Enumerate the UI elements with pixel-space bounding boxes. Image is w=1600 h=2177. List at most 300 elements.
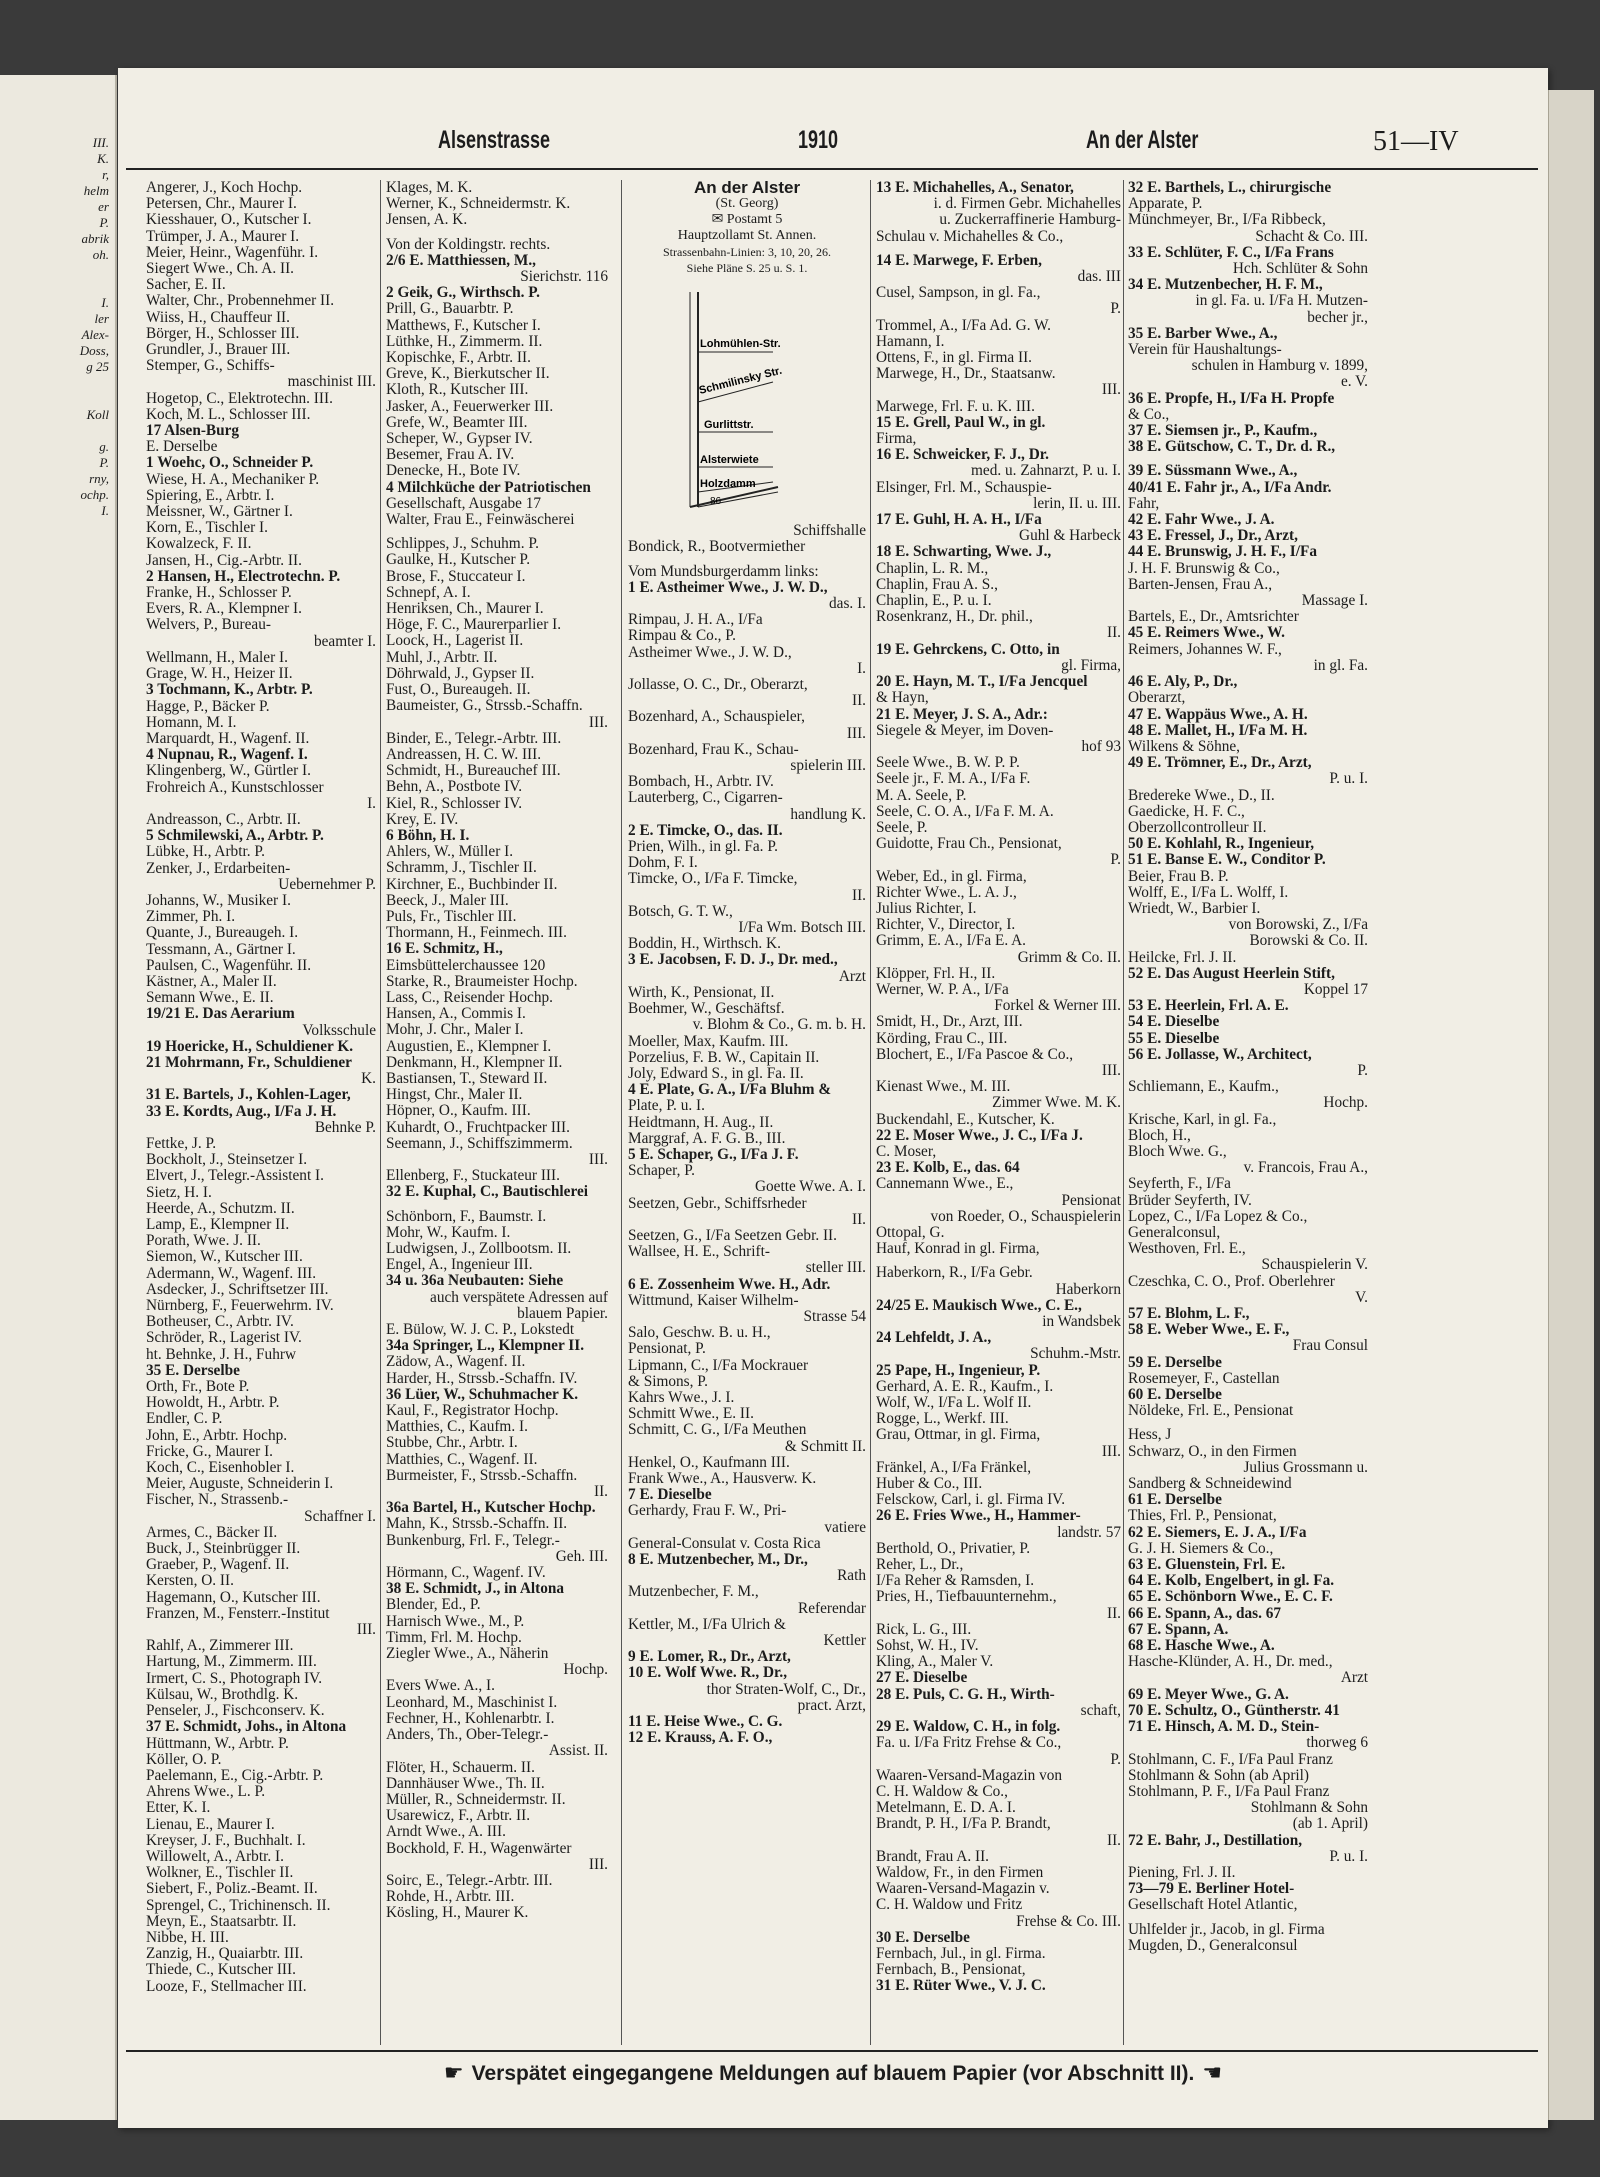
- directory-entry: in gl. Fa. u. I/Fa H. Mutzen-: [1195, 293, 1368, 310]
- directory-entry: Behnke P.: [314, 1119, 376, 1136]
- directory-entry: Chaplin, Frau A. S.,: [876, 576, 998, 593]
- directory-entry: Rath: [837, 1568, 866, 1585]
- directory-entry: Sprengel, C., Trichinensch. II.: [146, 1897, 331, 1914]
- directory-entry: steller III.: [805, 1260, 866, 1277]
- directory-entry: Rahlf, A., Zimmerer III.: [146, 1638, 294, 1655]
- directory-entry: Jollasse, O. C., Dr., Oberarzt,: [628, 677, 808, 694]
- directory-entry: Uebernehmer P.: [278, 876, 376, 893]
- directory-entry: Zenker, J., Erdarbeiten-: [146, 860, 291, 877]
- directory-entry: Bozenhard, A., Schauspieler,: [628, 709, 805, 726]
- directory-entry: 33 E. Schlüter, F. C., I/Fa Frans: [1128, 244, 1334, 261]
- directory-entry: 1 E. Astheimer Wwe., J. W. D.,: [628, 579, 828, 596]
- pointing-hand-icon: ☚: [1202, 2060, 1223, 2085]
- directory-entry: III.: [1101, 1062, 1121, 1079]
- directory-entry: 36 E. Propfe, H., I/Fa H. Propfe: [1128, 390, 1335, 407]
- directory-entry: 11 E. Heise Wwe., C. G.: [628, 1714, 783, 1731]
- directory-entry: Fechner, H., Kohlenarbtr. I.: [386, 1710, 555, 1727]
- directory-entry: Vom Mundsburgerdamm links:: [628, 563, 819, 580]
- directory-entry: Andreasson, C., Arbtr. II.: [146, 811, 301, 828]
- directory-entry: Mutzenbecher, F. M.,: [628, 1584, 759, 1601]
- directory-entry: Harder, H., Strssb.-Schaffn. IV.: [386, 1370, 578, 1387]
- directory-entry: Thormann, H., Feinmech. III.: [386, 925, 567, 942]
- directory-entry: Grimm, E. A., I/Fa E. A.: [876, 933, 1026, 950]
- directory-entry: Nibbe, H. III.: [146, 1929, 229, 1946]
- directory-entry: Anders, Th., Ober-Telegr.-: [386, 1727, 549, 1744]
- directory-entry: [1128, 1914, 1368, 1922]
- directory-entry: 20 E. Hayn, M. T., I/Fa Jencquel: [876, 674, 1088, 691]
- directory-entry: das. III: [1077, 269, 1121, 286]
- directory-entry: Mohr, J. Chr., Maler I.: [386, 1022, 524, 1039]
- directory-entry: Geh. III.: [555, 1548, 608, 1565]
- directory-entry: Beier, Frau B. P.: [1128, 868, 1229, 885]
- directory-entry: Höpner, O., Kaufm. III.: [386, 1103, 531, 1120]
- directory-entry: Cannemann Wwe., E.,: [876, 1176, 1014, 1193]
- directory-entry: Matthies, C., Kaufm. I.: [386, 1419, 528, 1436]
- directory-entry: 26 E. Fries Wwe., H., Hammer-: [876, 1508, 1081, 1525]
- directory-entry: Fahr,: [1128, 495, 1160, 512]
- directory-entry: Schröder, R., Lagerist IV.: [146, 1330, 302, 1347]
- directory-entry: 18 E. Schwarting, Wwe. J.,: [876, 544, 1052, 561]
- directory-entry: 3 E. Jacobsen, F. D. J., Dr. med.,: [628, 952, 838, 969]
- directory-entry: u. Zuckerraffinerie Hamburg-: [939, 212, 1121, 229]
- directory-entry: Grimm & Co. II.: [1017, 949, 1121, 966]
- directory-entry: Timm, Frl. M. Hochp.: [386, 1629, 522, 1646]
- directory-entry: Richter Wwe., L. A. J.,: [876, 884, 1017, 901]
- directory-entry: Uhlfelder jr., Jacob, in gl. Firma: [1128, 1921, 1325, 1938]
- column-divider: [621, 180, 622, 2045]
- street-info-line: (St. Georg): [715, 196, 779, 212]
- directory-entry: landstr. 57: [1057, 1524, 1121, 1541]
- adjacent-page-fragment: I.: [101, 503, 109, 518]
- directory-entry: 9 E. Lomer, R., Dr., Arzt,: [628, 1649, 791, 1666]
- directory-entry: I.: [367, 795, 376, 812]
- directory-entry: Meier, Auguste, Schneiderin I.: [146, 1476, 334, 1493]
- directory-entry: Binder, E., Telegr.-Arbtr. III.: [386, 730, 562, 747]
- directory-entry: Starke, R., Braumeister Hochp.: [386, 973, 578, 990]
- directory-entry: Thiede, C., Kutscher III.: [146, 1962, 296, 1979]
- directory-entry: 28 E. Puls, C. G. H., Wirth-: [876, 1686, 1055, 1703]
- directory-entry: [876, 245, 1121, 253]
- directory-entry: Zimmer Wwe. M. K.: [992, 1095, 1121, 1112]
- directory-entry: Johanns, W., Musiker I.: [146, 892, 291, 909]
- directory-entry: Schmitt, C. G., I/Fa Meuthen: [628, 1422, 807, 1439]
- directory-entry: Ludwigsen, J., Zollbootsm. II.: [386, 1241, 572, 1257]
- adjacent-page-fragment: ler: [94, 311, 109, 326]
- directory-entry: 36 Lüer, W., Schuhmacher K.: [386, 1386, 579, 1403]
- directory-entry: Walter, Frau E., Feinwäscherei: [386, 512, 575, 529]
- directory-entry: Trommel, A., I/Fa Ad. G. W.: [876, 317, 1051, 334]
- directory-entry: 25 Pape, H., Ingenieur, P.: [876, 1362, 1041, 1379]
- directory-entry: Fernbach, B., Pensionat,: [876, 1962, 1026, 1979]
- directory-entry: 2 Geik, G., Wirthsch. P.: [386, 285, 540, 302]
- directory-entry: 56 E. Jollasse, W., Architect,: [1128, 1046, 1312, 1063]
- directory-entry: Buck, J., Steinbrügger II.: [146, 1541, 301, 1558]
- directory-entry: Marggraf, A. F. G. B., III.: [628, 1130, 786, 1147]
- directory-entry: Moeller, Max, Kaufm. III.: [628, 1033, 789, 1050]
- directory-entry: Meyn, E., Staatsarbtr. II.: [146, 1913, 297, 1930]
- directory-entry: Schliemann, E., Kaufm.,: [1128, 1079, 1279, 1096]
- directory-entry: Henkel, O., Kaufmann III.: [628, 1454, 790, 1471]
- directory-entry: 19 E. Gehrckens, C. Otto, in: [876, 641, 1060, 658]
- column-2: [386, 180, 608, 2045]
- directory-entry: Bombach, H., Arbtr. IV.: [628, 774, 774, 791]
- directory-entry: Loock, H., Lagerist II.: [386, 633, 524, 650]
- directory-entry: Krey, E. IV.: [386, 811, 459, 828]
- directory-entry: Sierichstr. 116: [520, 269, 608, 286]
- directory-entry: Franzen, M., Fensterr.-Institut: [146, 1605, 330, 1622]
- directory-entry: 57 E. Blohm, L. F.,: [1128, 1306, 1250, 1323]
- directory-entry: 37 E. Siemsen jr., P., Kaufm.,: [1128, 423, 1318, 440]
- directory-entry: C. H. Waldow & Co.,: [876, 1783, 1008, 1800]
- adjacent-page-fragment: helm: [83, 183, 109, 198]
- directory-entry: Hch. Schlüter & Sohn: [1232, 261, 1368, 278]
- directory-entry: Schauspielerin V.: [1261, 1257, 1368, 1274]
- directory-entry: 63 E. Gluenstein, Frl. E.: [1128, 1557, 1286, 1574]
- directory-entry: Körding, Frau C., III.: [876, 1030, 1008, 1047]
- adjacent-page-fragment: Doss,: [79, 343, 109, 358]
- directory-entry: 54 E. Dieselbe: [1128, 1014, 1220, 1031]
- directory-entry: Oberzollcontrolleur II.: [1128, 819, 1267, 836]
- directory-entry: & Co.,: [1128, 406, 1170, 423]
- directory-entry: Stohlmann, C. F., I/Fa Paul Franz: [1128, 1751, 1333, 1768]
- directory-entry: blauem Papier.: [517, 1305, 608, 1322]
- directory-entry: Jensen, A. K.: [386, 212, 468, 229]
- directory-entry: 8 E. Mutzenbecher, M., Dr.,: [628, 1552, 808, 1568]
- directory-entry: Schuhm.-Mstr.: [1030, 1346, 1121, 1363]
- directory-entry: III.: [1101, 1443, 1121, 1460]
- directory-entry: Denkmann, H., Klempner II.: [386, 1054, 563, 1071]
- directory-entry: Adermann, W., Wagenf. III.: [146, 1265, 317, 1282]
- directory-entry: Puls, Fr., Tischler III.: [386, 908, 517, 925]
- directory-entry: 38 E. Gütschow, C. T., Dr. d. R.,: [1128, 439, 1336, 456]
- header-street-name: Alsenstrasse: [438, 126, 551, 154]
- directory-entry: Hagemann, O., Kutscher III.: [146, 1589, 321, 1606]
- directory-entry: Hochp.: [563, 1662, 608, 1679]
- directory-entry: 62 E. Siemers, E. J. A., I/Fa: [1128, 1524, 1307, 1541]
- directory-entry: Siegele & Meyer, im Doven-: [876, 722, 1054, 739]
- directory-entry: Wiese, H. A., Mechaniker P.: [146, 471, 320, 488]
- directory-entry: 50 E. Kohlahl, R., Ingenieur,: [1128, 836, 1315, 853]
- directory-entry: Fernbach, Jul., in gl. Firma.: [876, 1945, 1046, 1962]
- directory-entry: Salo, Geschw. B. u. H.,: [628, 1325, 771, 1342]
- directory-entry: Hess, J: [1128, 1427, 1172, 1444]
- directory-entry: 34 u. 36a Neubauten: Siehe: [386, 1273, 564, 1290]
- directory-entry: 51 E. Banse E. W., Conditor P.: [1128, 852, 1326, 869]
- page-edge-shadow: [1548, 90, 1594, 2120]
- directory-entry: Bloch, H.,: [1128, 1127, 1191, 1144]
- directory-entry: P. u. I.: [1329, 771, 1368, 788]
- directory-entry: Nürnberg, F., Feuerwehrm. IV.: [146, 1298, 334, 1315]
- directory-entry: 72 E. Bahr, J., Destillation,: [1128, 1832, 1303, 1849]
- directory-entry: Seetzen, Gebr., Schiffsrheder: [628, 1195, 807, 1212]
- directory-entry: & Schmitt II.: [784, 1438, 866, 1455]
- directory-entry: Frau Consul: [1292, 1338, 1368, 1355]
- directory-entry: J. H. F. Brunswig & Co.,: [1128, 560, 1280, 577]
- directory-entry: Behn, A., Postbote IV.: [386, 779, 523, 796]
- directory-entry: Strasse 54: [803, 1308, 866, 1325]
- directory-entry: Barten-Jensen, Frau A.,: [1128, 576, 1273, 593]
- directory-entry: Korn, E., Tischler I.: [146, 520, 268, 537]
- directory-entry: Jansen, H., Cig.-Arbtr. II.: [146, 552, 302, 569]
- directory-entry: Kahrs Wwe., J. I.: [628, 1389, 735, 1406]
- adjacent-page-fragment: er: [98, 199, 109, 214]
- directory-entry: C. Moser,: [876, 1143, 937, 1160]
- directory-entry: Botsch, G. T. W.,: [628, 903, 733, 920]
- directory-entry: 48 E. Mallet, H., I/Fa M. H.: [1128, 722, 1308, 739]
- directory-entry: Referendar: [798, 1600, 866, 1617]
- directory-entry: Kirchner, E., Buchbinder II.: [386, 876, 558, 893]
- directory-entry: Marquardt, H., Wagenf. II.: [146, 730, 310, 747]
- directory-entry: 22 E. Moser Wwe., J. C., I/Fa J.: [876, 1127, 1083, 1144]
- directory-entry: Von der Koldingstr. rechts.: [386, 236, 551, 253]
- adjacent-page-fragment: oh.: [92, 247, 109, 262]
- directory-entry: Verein für Haushaltungs-: [1128, 342, 1282, 359]
- directory-entry: II.: [1106, 1832, 1121, 1849]
- directory-entry: Frank Wwe., A., Hausverw. K.: [628, 1470, 817, 1487]
- directory-entry: Seele, C. O. A., I/Fa F. M. A.: [876, 803, 1054, 820]
- directory-entry: 15 E. Grell, Paul W., in gl.: [876, 414, 1046, 431]
- directory-entry: 45 E. Reimers Wwe., W.: [1128, 625, 1285, 642]
- directory-entry: Wirth, K., Pensionat, II.: [628, 984, 775, 1001]
- directory-entry: II.: [1106, 1605, 1121, 1622]
- directory-entry: Julius Grossmann u.: [1243, 1459, 1368, 1476]
- directory-entry: Plate, P. u. I.: [628, 1098, 705, 1115]
- directory-entry: 44 E. Brunswig, J. H. F., I/Fa: [1128, 544, 1317, 561]
- directory-entry: Guhl & Harbeck: [1019, 528, 1121, 545]
- directory-entry: Marwege, Frl. F. u. K. III.: [876, 398, 1035, 415]
- directory-entry: 67 E. Spann, A.: [1128, 1621, 1229, 1638]
- directory-entry: 55 E. Dieselbe: [1128, 1030, 1220, 1047]
- directory-entry: Joly, Edward S., in gl. Fa. II.: [628, 1065, 804, 1082]
- directory-entry: Chaplin, E., P. u. I.: [876, 593, 992, 610]
- directory-entry: Mahn, K., Strssb.-Schaffn. II.: [386, 1516, 568, 1533]
- directory-entry: Heidtmann, H. Aug., II.: [628, 1114, 774, 1131]
- directory-entry: & Hayn,: [876, 690, 929, 707]
- directory-entry: Prien, Wilh., in gl. Fa. P.: [628, 839, 778, 856]
- directory-entry: Spiering, E., Arbtr. I.: [146, 487, 275, 504]
- directory-entry: Quante, J., Bureaugeh. I.: [146, 925, 299, 942]
- directory-entry: Greve, K., Bierkutscher II.: [386, 366, 550, 383]
- adjacent-page-fragment: P.: [99, 455, 109, 470]
- directory-entry: Astheimer Wwe., J. W. D.,: [628, 644, 792, 661]
- directory-entry: Lüthke, H., Zimmerm. II.: [386, 333, 543, 350]
- directory-entry: Seyferth, F., I/Fa: [1128, 1176, 1231, 1193]
- directory-entry: Matthies, C., Wagenf. II.: [386, 1451, 538, 1468]
- directory-entry: 5 Schmilewski, A., Arbtr. P.: [146, 828, 324, 845]
- directory-entry: E. Derselbe: [146, 439, 218, 456]
- adjacent-page-fragment: g 25: [86, 359, 109, 374]
- directory-entry: II.: [851, 693, 866, 710]
- directory-entry: Guidotte, Frau Ch., Pensionat,: [876, 836, 1062, 853]
- directory-entry: 36a Bartel, H., Kutscher Hochp.: [386, 1500, 596, 1517]
- directory-entry: Schönborn, F., Baumstr. I.: [386, 1208, 547, 1225]
- directory-entry: in gl. Fa.: [1313, 657, 1368, 674]
- directory-entry: Fettke, J. P.: [146, 1135, 217, 1152]
- directory-entry: Gerhard, A. E. R., Kaufm., I.: [876, 1378, 1054, 1395]
- directory-entry: Kloth, R., Kutscher III.: [386, 382, 529, 399]
- directory-entry: Weber, Ed., in gl. Firma,: [876, 868, 1027, 885]
- directory-entry: 5 E. Schaper, G., I/Fa J. F.: [628, 1146, 799, 1163]
- street-info-line: Strassenbahn-Linien: 3, 10, 20, 26.: [663, 245, 831, 260]
- directory-entry: Lipmann, C., I/Fa Mockrauer: [628, 1357, 809, 1374]
- directory-entry: Wiiss, H., Chauffeur II.: [146, 309, 290, 326]
- directory-entry: Apparate, P.: [1128, 196, 1203, 213]
- directory-entry: Kösling, H., Maurer K.: [386, 1905, 529, 1922]
- directory-entry: ht. Behnke, J. H., Fuhrw: [146, 1346, 296, 1363]
- directory-entry: I/Fa Reher & Ramsden, I.: [876, 1573, 1035, 1590]
- directory-entry: thorweg 6: [1306, 1735, 1368, 1752]
- directory-entry: M. A. Seele, P.: [876, 787, 967, 804]
- page-header: [118, 126, 1548, 166]
- directory-entry: Czeschka, C. O., Prof. Oberlehrer: [1128, 1273, 1335, 1290]
- directory-entry: Oberarzt,: [1128, 690, 1186, 707]
- header-next-street: An der Alster: [1086, 126, 1199, 154]
- directory-entry: 24 Lehfeldt, J. A.,: [876, 1330, 992, 1347]
- directory-entry: 4 Milchküche der Patriotischen: [386, 479, 591, 496]
- directory-entry: Seele, P.: [876, 819, 928, 836]
- directory-entry: Sohst, W. H., IV.: [876, 1638, 979, 1655]
- directory-entry: 69 E. Meyer Wwe., G. A.: [1128, 1686, 1289, 1703]
- directory-entry: Richter, V., Director, I.: [876, 917, 1016, 934]
- directory-entry: [876, 1257, 1121, 1265]
- adjacent-page-fragment: ochp.: [80, 487, 109, 502]
- directory-entry: Gesellschaft Hotel Atlantic,: [1128, 1897, 1298, 1914]
- directory-entry: Reimers, Johannes W. F.,: [1128, 641, 1282, 658]
- directory-entry: Leonhard, M., Maschinist I.: [386, 1694, 558, 1711]
- directory-entry: Werner, W. P. A., I/Fa: [876, 981, 1009, 998]
- directory-entry: C. H. Waldow und Fritz: [876, 1897, 1023, 1914]
- directory-entry: 4 Nupnau, R., Wagenf. I.: [146, 747, 308, 764]
- map-label-alsterwiete: Alsterwiete: [700, 454, 759, 467]
- column-4: [876, 180, 1121, 2045]
- directory-entry: Hartung, M., Zimmerm. III.: [146, 1654, 317, 1671]
- directory-entry: Kettler, M., I/Fa Ulrich &: [628, 1616, 786, 1633]
- directory-entry: Lamp, E., Klempner II.: [146, 1217, 290, 1233]
- directory-entry: General-Consulat v. Costa Rica: [628, 1535, 821, 1552]
- directory-entry: Fust, O., Bureaugeh. II.: [386, 682, 531, 699]
- directory-entry: Pensionat: [1061, 1192, 1121, 1209]
- directory-entry: Stubbe, Chr., Arbtr. I.: [386, 1435, 518, 1452]
- directory-entry: Walter, Chr., Probennehmer II.: [146, 293, 335, 310]
- directory-entry: Evers, R. A., Klempner I.: [146, 601, 302, 618]
- directory-entry: med. u. Zahnarzt, P. u. I.: [971, 463, 1121, 480]
- directory-entry: Kästner, A., Maler II.: [146, 973, 277, 990]
- directory-entry: Brandt, P. H., I/Fa P. Brandt,: [876, 1816, 1051, 1833]
- adjacent-page-fragment: abrik: [81, 231, 109, 246]
- adjacent-page-fragment: r,: [102, 167, 109, 182]
- directory-entry: Homann, M. I.: [146, 714, 237, 731]
- directory-entry: Külsau, W., Brothdlg. K.: [146, 1686, 299, 1703]
- directory-entry: Westhoven, Frl. E.,: [1128, 1241, 1246, 1258]
- directory-entry: beamter I.: [313, 633, 376, 650]
- directory-entry: Julius Richter, I.: [876, 900, 977, 917]
- directory-entry: 73—79 E. Berliner Hotel-: [1128, 1881, 1295, 1898]
- directory-entry: Krische, Karl, in gl. Fa.,: [1128, 1111, 1277, 1128]
- directory-entry: Bockholt, J., Steinsetzer I.: [146, 1152, 308, 1169]
- directory-entry: Arndt Wwe., A. III.: [386, 1824, 506, 1841]
- directory-entry: 58 E. Weber Wwe., E. F.,: [1128, 1322, 1290, 1339]
- column-3: [628, 180, 866, 2045]
- directory-entry: Mohr, W., Kaufm. I.: [386, 1224, 511, 1241]
- map-label-number: 86: [710, 496, 722, 508]
- adjacent-page-fragment: [0, 375, 115, 391]
- directory-entry: 59 E. Derselbe: [1128, 1354, 1222, 1371]
- directory-entry: Rosenkranz, H., Dr. phil.,: [876, 609, 1033, 626]
- directory-entry: 43 E. Fressel, J., Dr., Arzt,: [1128, 528, 1298, 545]
- directory-entry: Fricke, G., Maurer I.: [146, 1443, 274, 1460]
- directory-entry: Baumeister, G., Strssb.-Schaffn.: [386, 698, 583, 715]
- directory-entry: 64 E. Kolb, Engelbert, in gl. Fa.: [1128, 1573, 1335, 1590]
- directory-entry: Kowalzeck, F. II.: [146, 536, 252, 553]
- directory-entry: Schiffshalle: [793, 523, 866, 540]
- directory-entry: Sietz, H. I.: [146, 1184, 212, 1201]
- directory-entry: Gaedicke, H. F. C.,: [1128, 803, 1245, 820]
- directory-entry: Börger, H., Schlosser III.: [146, 325, 300, 342]
- directory-entry: Sandberg & Schneidewind: [1128, 1476, 1292, 1493]
- directory-entry: Schaffner I.: [304, 1508, 376, 1525]
- directory-entry: Münchmeyer, Br., I/Fa Ribbeck,: [1128, 212, 1326, 229]
- directory-entry: Hasche-Klünder, A. H., Dr. med.,: [1128, 1654, 1333, 1671]
- directory-entry: Zanzig, H., Quaiarbtr. III.: [146, 1946, 304, 1963]
- directory-entry: Goette Wwe. A. I.: [754, 1179, 866, 1196]
- directory-entry: Generalconsul,: [1128, 1225, 1221, 1241]
- directory-entry: auch verspätete Adressen auf: [430, 1289, 608, 1306]
- directory-entry: Bondick, R., Bootvermiether: [628, 539, 806, 556]
- directory-entry: Hörmann, C., Wagenf. IV.: [386, 1565, 546, 1582]
- directory-entry: Bastiansen, T., Steward II.: [386, 1070, 548, 1087]
- directory-entry: [386, 1201, 608, 1209]
- directory-entry: Siemon, W., Kutscher III.: [146, 1249, 303, 1266]
- directory-entry: 70 E. Schultz, O., Güntherstr. 41: [1128, 1702, 1340, 1719]
- adjacent-page-fragment: [0, 263, 115, 279]
- adjacent-page-fragment: Koll: [86, 407, 109, 422]
- directory-entry: 35 E. Derselbe: [146, 1362, 240, 1379]
- directory-entry: 34a Springer, L., Klempner II.: [386, 1338, 585, 1355]
- directory-entry: Kaul, F., Registrator Hochp.: [386, 1403, 559, 1420]
- directory-entry: Prill, G., Bauarbtr. P.: [386, 301, 514, 318]
- adjacent-page-fragment: [0, 391, 115, 407]
- adjacent-page-fragment: rny,: [89, 471, 109, 486]
- directory-entry: Hagge, P., Bäcker P.: [146, 698, 270, 715]
- directory-entry: Franke, H., Schlosser P.: [146, 585, 292, 602]
- directory-entry: Höge, F. C., Maurerparlier I.: [386, 617, 562, 634]
- directory-entry: Arzt: [838, 968, 866, 985]
- street-heading: An der Alster: [693, 180, 801, 197]
- directory-entry: Siegert Wwe., Ch. A. II.: [146, 261, 294, 278]
- directory-entry: Zädow, A., Wagenf. II.: [386, 1354, 526, 1371]
- directory-entry: 35 E. Barber Wwe., A.,: [1128, 325, 1278, 342]
- directory-entry: Rimpau & Co., P.: [628, 628, 736, 645]
- directory-entry: 68 E. Hasche Wwe., A.: [1128, 1638, 1275, 1655]
- directory-entry: Angerer, J., Koch Hochp.: [146, 180, 303, 196]
- footer-text: Verspätet eingegangene Meldungen auf blauem Papier (vor Abschnitt II).: [471, 2062, 1195, 2085]
- directory-entry: P.: [1110, 852, 1121, 869]
- directory-entry: Grefe, W., Beamter III.: [386, 414, 528, 431]
- directory-entry: Borowski & Co. II.: [1249, 933, 1368, 950]
- directory-entry: Waaren-Versand-Magazin von: [876, 1767, 1063, 1784]
- directory-entry: & Simons, P.: [628, 1373, 708, 1390]
- header-year: 1910: [798, 126, 839, 154]
- directory-entry: P. u. I.: [1329, 1848, 1368, 1865]
- directory-entry: Ottens, F., in gl. Firma II.: [876, 350, 1032, 367]
- directory-entry: Kopischke, F., Arbtr. II.: [386, 350, 531, 367]
- directory-entry: Hingst, Chr., Maler II.: [386, 1087, 523, 1104]
- directory-entry: Schlippes, J., Schuhm. P.: [386, 536, 539, 553]
- directory-entry: Frohreich A., Kunstschlosser: [146, 779, 324, 796]
- directory-entry: Mugden, D., Generalconsul: [1128, 1937, 1298, 1954]
- directory-entry: Bockhold, F. H., Wagenwärter: [386, 1840, 572, 1857]
- directory-entry: 42 E. Fahr Wwe., J. A.: [1128, 512, 1275, 529]
